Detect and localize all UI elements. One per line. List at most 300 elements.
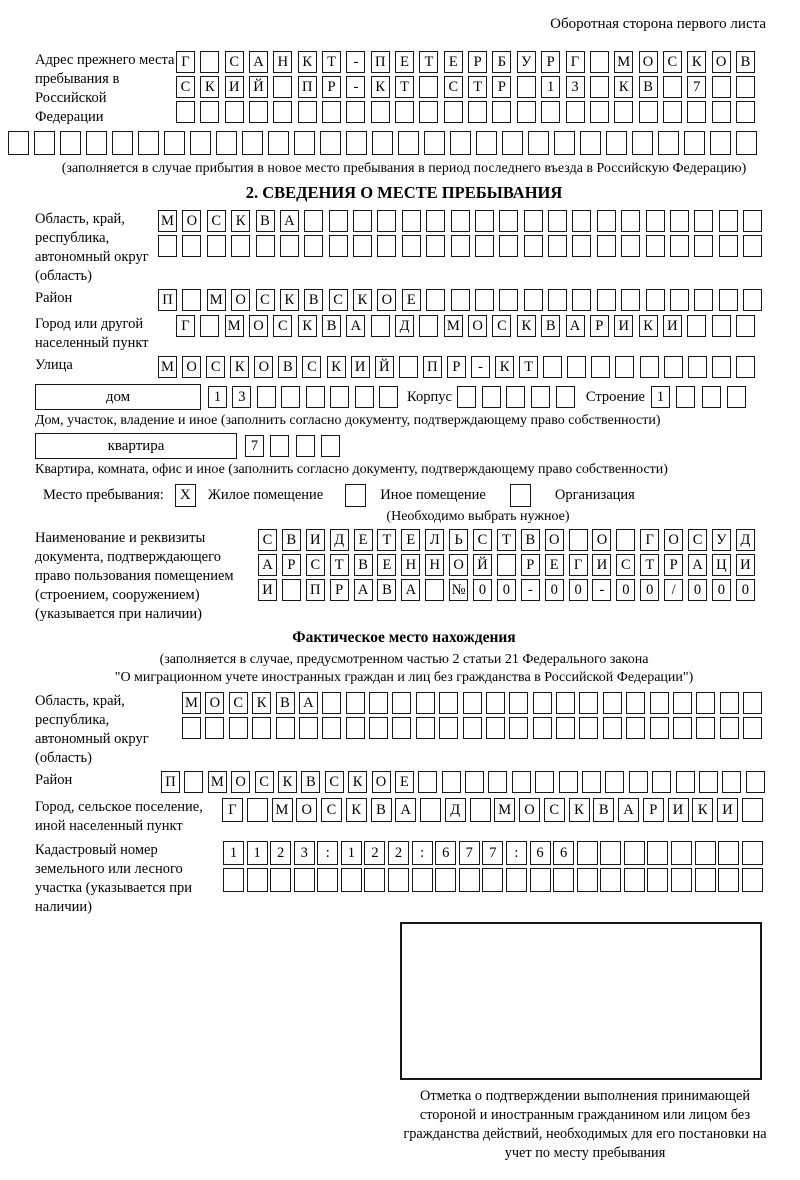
stay-option-label-organization: Организация	[554, 487, 635, 503]
char-cell: К	[298, 51, 317, 73]
char-cell: П	[158, 289, 177, 311]
stroenie-row	[651, 386, 746, 408]
char-cell	[517, 101, 536, 123]
char-cell	[567, 356, 586, 378]
char-cell: О	[296, 798, 317, 822]
char-cell	[353, 210, 372, 232]
char-cell	[499, 235, 518, 257]
char-cell: В	[541, 315, 560, 337]
char-cell	[184, 771, 203, 793]
char-cell	[530, 868, 551, 892]
char-cell	[459, 868, 480, 892]
char-cell	[517, 76, 536, 98]
char-cell	[650, 692, 669, 714]
char-cell	[736, 315, 755, 337]
stay-type-field	[43, 484, 800, 507]
char-cell: М	[225, 315, 244, 337]
char-cell	[727, 386, 746, 408]
region-row-2	[158, 235, 762, 257]
char-cell	[528, 131, 549, 155]
char-cell	[451, 210, 470, 232]
char-cell	[457, 386, 476, 408]
char-cell: О	[231, 289, 250, 311]
char-cell: О	[205, 692, 224, 714]
char-cell: О	[182, 210, 201, 232]
char-cell: О	[712, 51, 731, 73]
char-cell	[476, 131, 497, 155]
char-cell	[582, 771, 601, 793]
char-cell	[225, 101, 244, 123]
char-cell: К	[517, 315, 536, 337]
char-cell	[470, 798, 491, 822]
document-row-1	[258, 529, 755, 551]
char-cell: К	[687, 51, 706, 73]
char-cell	[176, 101, 195, 123]
char-cell	[322, 717, 341, 739]
char-cell: -	[521, 579, 540, 601]
char-cell	[158, 235, 177, 257]
char-cell	[424, 131, 445, 155]
prev-address-field	[8, 51, 800, 127]
korpus-label: Корпус	[407, 389, 452, 405]
char-cell	[572, 289, 591, 311]
char-cell: С	[229, 692, 248, 714]
char-cell: С	[688, 529, 707, 551]
char-cell	[566, 101, 585, 123]
char-cell: 3	[294, 841, 315, 865]
prev-address-row-3	[176, 101, 755, 123]
char-cell: Д	[395, 315, 414, 337]
char-cell	[616, 529, 635, 551]
char-cell	[556, 692, 575, 714]
char-cell: И	[592, 554, 611, 576]
char-cell: 6	[435, 841, 456, 865]
char-cell: С	[325, 771, 344, 793]
char-cell: Т	[640, 554, 659, 576]
char-cell	[569, 529, 588, 551]
char-cell	[548, 235, 567, 257]
char-cell	[353, 235, 372, 257]
char-cell: 2	[364, 841, 385, 865]
char-cell: Р	[521, 554, 540, 576]
char-cell: П	[371, 51, 390, 73]
char-cell	[395, 101, 414, 123]
char-cell	[425, 579, 444, 601]
char-cell	[603, 717, 622, 739]
char-cell	[556, 386, 575, 408]
char-cell: С	[473, 529, 492, 551]
char-cell	[506, 868, 527, 892]
char-cell: И	[736, 554, 755, 576]
char-cell	[182, 717, 201, 739]
char-cell: Т	[497, 529, 516, 551]
char-cell	[577, 868, 598, 892]
char-cell	[722, 771, 741, 793]
char-cell: М	[182, 692, 201, 714]
char-cell	[673, 717, 692, 739]
char-cell	[399, 356, 418, 378]
char-cell: В	[278, 356, 297, 378]
char-cell	[720, 717, 739, 739]
char-cell	[712, 101, 731, 123]
char-cell	[439, 692, 458, 714]
char-cell	[475, 235, 494, 257]
char-cell: 0	[640, 579, 659, 601]
char-cell: М	[494, 798, 515, 822]
char-cell	[475, 289, 494, 311]
char-cell	[294, 868, 315, 892]
char-cell	[673, 692, 692, 714]
char-cell	[506, 386, 525, 408]
actual-location-title: Фактическое место нахождения	[292, 629, 516, 646]
char-cell: Т	[377, 529, 396, 551]
char-cell	[671, 841, 692, 865]
char-cell	[426, 289, 445, 311]
char-cell	[624, 868, 645, 892]
char-cell: 0	[473, 579, 492, 601]
char-cell	[322, 692, 341, 714]
char-cell	[597, 289, 616, 311]
char-cell: 6	[553, 841, 574, 865]
char-cell	[590, 51, 609, 73]
char-cell: Й	[249, 76, 268, 98]
house-label-box: дом	[35, 384, 201, 410]
char-cell	[687, 315, 706, 337]
char-cell: П	[161, 771, 180, 793]
char-cell: 1	[541, 76, 560, 98]
char-cell: В	[371, 798, 392, 822]
char-cell: Г	[176, 315, 195, 337]
char-cell	[86, 131, 107, 155]
actual-city-field	[8, 798, 800, 836]
char-cell	[247, 798, 268, 822]
char-cell: Н	[425, 554, 444, 576]
char-cell: К	[348, 771, 367, 793]
stamp-caption: Отметка о подтверждении выполнения принимающей стороной и иностранным гражданином или лицом без гражданства действий, необходимых для его постановки на учет по месту пребывания	[403, 1088, 767, 1161]
char-cell	[606, 131, 627, 155]
char-cell: В	[322, 315, 341, 337]
char-cell: 1	[341, 841, 362, 865]
char-cell	[426, 235, 445, 257]
stamp-box	[400, 922, 762, 1080]
char-cell: К	[278, 771, 297, 793]
char-cell	[306, 386, 325, 408]
char-cell: М	[272, 798, 293, 822]
char-cell	[663, 76, 682, 98]
char-cell: 1	[223, 841, 244, 865]
char-cell	[743, 692, 762, 714]
char-cell	[223, 868, 244, 892]
char-cell	[475, 210, 494, 232]
char-cell: О	[592, 529, 611, 551]
char-cell: М	[158, 356, 177, 378]
char-cell: А	[299, 692, 318, 714]
char-cell: М	[444, 315, 463, 337]
char-cell	[658, 131, 679, 155]
prev-address-rows	[176, 51, 755, 123]
char-cell: 0	[736, 579, 755, 601]
char-cell	[418, 771, 437, 793]
char-cell: А	[249, 51, 268, 73]
char-cell: :	[317, 841, 338, 865]
char-cell	[321, 435, 340, 457]
char-cell	[579, 692, 598, 714]
char-cell: И	[258, 579, 277, 601]
char-cell: О	[639, 51, 658, 73]
char-cell	[736, 131, 757, 155]
char-cell: Р	[541, 51, 560, 73]
char-cell	[742, 868, 763, 892]
char-cell: Е	[545, 554, 564, 576]
char-cell	[531, 386, 550, 408]
char-cell: К	[346, 798, 367, 822]
char-cell: Е	[395, 771, 414, 793]
char-cell	[371, 101, 390, 123]
char-cell	[603, 692, 622, 714]
char-cell: О	[468, 315, 487, 337]
char-cell: Г	[176, 51, 195, 73]
char-cell	[482, 386, 501, 408]
char-cell	[712, 315, 731, 337]
char-cell: -	[346, 51, 365, 73]
char-cell: О	[372, 771, 391, 793]
char-cell: С	[207, 210, 226, 232]
char-cell: Е	[401, 529, 420, 551]
district-label: Район	[35, 290, 73, 306]
char-cell	[207, 235, 226, 257]
char-cell	[743, 289, 762, 311]
korpus-row	[457, 386, 575, 408]
char-cell	[695, 841, 716, 865]
actual-district-label: Район	[35, 772, 73, 788]
char-cell: В	[593, 798, 614, 822]
char-cell: М	[158, 210, 177, 232]
char-cell	[548, 289, 567, 311]
char-cell	[482, 868, 503, 892]
char-cell	[369, 692, 388, 714]
char-cell: Е	[377, 554, 396, 576]
char-cell: О	[249, 315, 268, 337]
char-cell	[231, 235, 250, 257]
char-cell	[650, 717, 669, 739]
char-cell: Т	[419, 51, 438, 73]
char-cell	[229, 717, 248, 739]
char-cell: 0	[545, 579, 564, 601]
char-cell: Й	[473, 554, 492, 576]
char-cell	[304, 235, 323, 257]
char-cell: С	[176, 76, 195, 98]
document-label: Наименование и реквизиты документа, подтверждающего право пользования помещением (строением, сооружением) (указывается при наличии)	[35, 530, 234, 622]
char-cell	[346, 101, 365, 123]
char-cell	[687, 101, 706, 123]
char-cell	[398, 131, 419, 155]
char-cell	[330, 386, 349, 408]
char-cell: 7	[245, 435, 264, 457]
char-cell	[377, 210, 396, 232]
cadastral-field	[8, 841, 800, 917]
char-cell	[696, 717, 715, 739]
char-cell: 2	[388, 841, 409, 865]
actual-region-row-1	[182, 692, 762, 714]
char-cell: А	[395, 798, 416, 822]
char-cell	[112, 131, 133, 155]
char-cell	[600, 841, 621, 865]
char-cell	[580, 131, 601, 155]
char-cell	[629, 771, 648, 793]
char-cell	[664, 356, 683, 378]
char-cell	[626, 717, 645, 739]
char-cell: К	[639, 315, 658, 337]
char-cell	[559, 771, 578, 793]
char-cell	[420, 798, 441, 822]
char-cell	[426, 210, 445, 232]
char-cell	[317, 868, 338, 892]
char-cell	[553, 868, 574, 892]
char-cell	[746, 771, 765, 793]
document-row-2	[258, 554, 755, 576]
char-cell	[256, 235, 275, 257]
prev-address-overflow-row	[8, 131, 757, 155]
char-cell: Й	[375, 356, 394, 378]
char-cell: Г	[566, 51, 585, 73]
char-cell	[742, 798, 763, 822]
char-cell	[242, 131, 263, 155]
char-cell	[688, 356, 707, 378]
char-cell: 0	[688, 579, 707, 601]
char-cell: С	[663, 51, 682, 73]
char-cell	[512, 771, 531, 793]
stay-option-checkbox-organization	[510, 484, 531, 507]
char-cell	[743, 717, 762, 739]
char-cell: 7	[482, 841, 503, 865]
char-cell	[736, 76, 755, 98]
char-cell	[671, 868, 692, 892]
char-cell: Д	[445, 798, 466, 822]
char-cell	[499, 210, 518, 232]
char-cell	[270, 868, 291, 892]
prev-address-row-1	[176, 51, 755, 73]
char-cell: Б	[492, 51, 511, 73]
char-cell: Е	[402, 289, 421, 311]
char-cell: 0	[616, 579, 635, 601]
char-cell	[621, 235, 640, 257]
char-cell: У	[517, 51, 536, 73]
char-cell: Е	[354, 529, 373, 551]
char-cell: В	[304, 289, 323, 311]
char-cell: К	[327, 356, 346, 378]
region-label: Область, край, республика, автономный округ (область)	[35, 211, 149, 284]
char-cell: В	[354, 554, 373, 576]
char-cell	[670, 235, 689, 257]
actual-district-field	[8, 771, 800, 793]
char-cell: №	[449, 579, 468, 601]
char-cell: С	[329, 289, 348, 311]
char-cell: К	[231, 210, 250, 232]
char-cell	[205, 717, 224, 739]
char-cell: Р	[643, 798, 664, 822]
stay-type-label: Место пребывания:	[43, 487, 164, 503]
char-cell: Д	[736, 529, 755, 551]
char-cell: П	[298, 76, 317, 98]
char-cell: 1	[247, 841, 268, 865]
stroenie-label: Строение	[585, 389, 645, 405]
char-cell	[524, 235, 543, 257]
document-row-3	[258, 579, 755, 601]
char-cell: К	[280, 289, 299, 311]
actual-location-note-1: (заполняется в случае, предусмотренном частью 2 статьи 21 Федерального закона	[159, 652, 649, 667]
char-cell	[416, 717, 435, 739]
char-cell	[743, 210, 762, 232]
char-cell	[736, 101, 755, 123]
street-row	[158, 356, 755, 378]
char-cell	[718, 841, 739, 865]
char-cell	[694, 289, 713, 311]
char-cell	[304, 210, 323, 232]
char-cell	[684, 131, 705, 155]
char-cell	[597, 210, 616, 232]
char-cell	[670, 289, 689, 311]
apartment-note: Квартира, комната, офис и иное (заполнить согласно документу, подтверждающему право собственности)	[35, 462, 668, 477]
char-cell: Ь	[449, 529, 468, 551]
char-cell	[282, 579, 301, 601]
char-cell	[486, 717, 505, 739]
char-cell	[419, 101, 438, 123]
char-cell	[200, 51, 219, 73]
char-cell	[355, 386, 374, 408]
char-cell	[541, 101, 560, 123]
char-cell: С	[492, 315, 511, 337]
cadastral-label: Кадастровый номер земельного или лесного участка (указывается при наличии)	[35, 842, 192, 915]
char-cell: О	[664, 529, 683, 551]
char-cell: К	[569, 798, 590, 822]
char-cell	[488, 771, 507, 793]
char-cell: Р	[322, 76, 341, 98]
char-cell: К	[252, 692, 271, 714]
char-cell	[468, 101, 487, 123]
char-cell	[572, 210, 591, 232]
actual-region-row-2	[182, 717, 762, 739]
char-cell	[605, 771, 624, 793]
char-cell	[524, 210, 543, 232]
char-cell: В	[377, 579, 396, 601]
char-cell: Р	[664, 554, 683, 576]
char-cell	[419, 76, 438, 98]
char-cell	[624, 841, 645, 865]
char-cell	[439, 717, 458, 739]
char-cell: И	[351, 356, 370, 378]
char-cell: А	[566, 315, 585, 337]
house-note: Дом, участок, владение и иное (заполнить согласно документу, подтверждающему право собственности)	[35, 413, 661, 428]
char-cell	[702, 386, 721, 408]
char-cell	[8, 131, 29, 155]
char-cell	[273, 76, 292, 98]
char-cell: :	[506, 841, 527, 865]
char-cell: Р	[282, 554, 301, 576]
char-cell	[670, 210, 689, 232]
char-cell	[320, 131, 341, 155]
char-cell	[621, 210, 640, 232]
cadastral-row-2	[223, 868, 763, 892]
char-cell: С	[544, 798, 565, 822]
char-cell	[600, 868, 621, 892]
char-cell: 0	[569, 579, 588, 601]
char-cell: П	[423, 356, 442, 378]
char-cell	[392, 717, 411, 739]
char-cell	[435, 868, 456, 892]
char-cell: И	[306, 529, 325, 551]
char-cell: /	[664, 579, 683, 601]
char-cell	[694, 210, 713, 232]
